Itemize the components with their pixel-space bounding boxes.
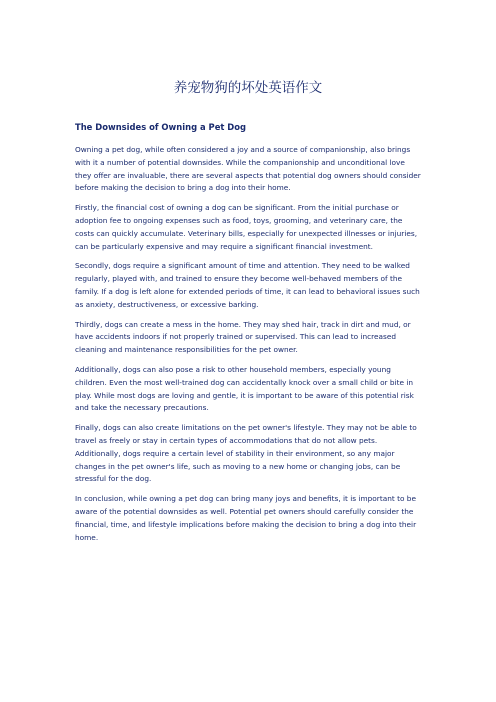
paragraph-conclusion: In conclusion, while owning a pet dog can bring many joys and benefits, it is important to be aware of the potential downsides as well. Potential pet owners should carefully consider the financial, time, and lifestyle implications before making the decision to bring a dog into their home. [75, 494, 417, 542]
paragraph-time-attention: Secondly, dogs require a significant amount of time and attention. They need to be walked regularly, played with, and trained to ensure they become well-behaved members of the family. If a dog is left alone for extended periods of time, it can lead to behavioral issues such as anxiety, destructiveness, or excessive barking. [75, 261, 420, 309]
document-title: 养宠物狗的坏处英语作文 [173, 80, 323, 96]
document-body [75, 121, 421, 551]
paragraph-mess: Thirdly, dogs can create a mess in the home. They may shed hair, track in dirt and mud, or have accidents indoors if not properly trained or supervised. This can lead to increased cleaning and maintenance responsibilities for the pet owner. [75, 319, 411, 355]
paragraph-intro: Owning a pet dog, while often considered a joy and a source of companionship, also brings with it a number of potential downsides. While the companionship and unconditional love they offer are invaluable, there are several aspects that potential dog owners should consider before making the decision to bring a dog into their home. [75, 145, 421, 193]
paragraph-risk: Additionally, dogs can also pose a risk to other household members, especially young children. Even the most well-trained dog can accidentally knock over a small child or bite in play. While most dogs are loving and gentle, it is important to be aware of this potential risk and take the necessary precautions. [75, 364, 414, 413]
paragraph-financial-cost: Firstly, the financial cost of owning a dog can be significant. From the initial purchase or adoption fee to ongoing expenses such as food, toys, grooming, and veterinary care, the costs can quickly accumulate. Veterinary bills, especially for unexpected illnesses or injuries, can be particularly expensive and may require a significant financial investment. [75, 203, 418, 251]
essay-heading: The Downsides of Owning a Pet Dog [75, 122, 246, 132]
paragraph-lifestyle: Finally, dogs can also create limitations on the pet owner's lifestyle. They may not be able to travel as freely or stay in certain types of accommodations that do not allow pets. Additionally, dogs require a certain level of stability in their environment, so any major changes in the pet owner's life, such as moving to a new home or changing jobs, can be stressful for the dog. [75, 423, 417, 484]
